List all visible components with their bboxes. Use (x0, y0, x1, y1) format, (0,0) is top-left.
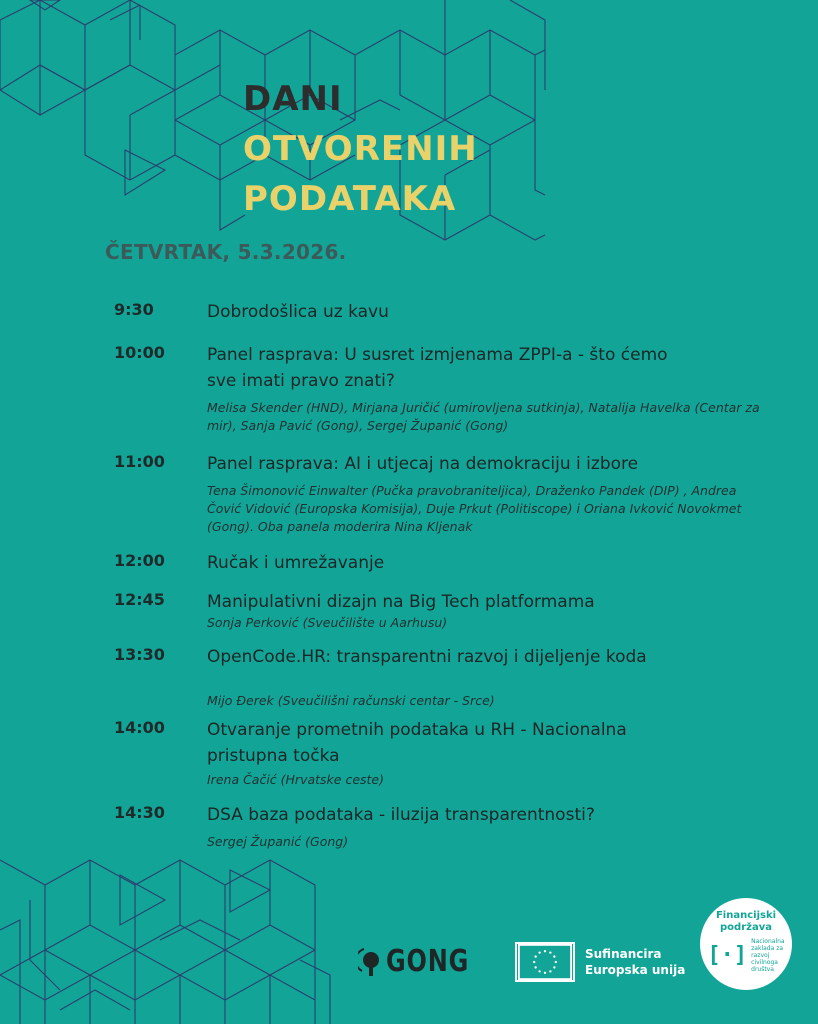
foundation-badge (700, 898, 792, 990)
schedule-time: 11:00 (114, 452, 165, 471)
title-line-2: OTVORENIH (243, 129, 478, 169)
badge-subtitle (751, 938, 784, 973)
gong-logo-icon (358, 947, 382, 977)
eu-text-line-1: Sufinancira (585, 947, 662, 961)
schedule-speakers: Irena Čačić (Hrvatske ceste) (207, 772, 384, 787)
badge-sub-line: društva (751, 966, 774, 973)
badge-logo (700, 938, 792, 973)
badge-sub-line: razvoj (751, 952, 770, 959)
gong-logo (358, 944, 490, 979)
schedule-speakers: Sergej Županić (Gong) (207, 834, 349, 849)
event-date: ČETVRTAK, 5.3.2026. (105, 240, 347, 264)
schedule-time: 9:30 (114, 300, 154, 319)
schedule-speakers: Sonja Perković (Sveučilište u Aarhusu) (207, 615, 448, 630)
schedule-title: Otvaranje prometnih podataka u RH - Nacionalna pristupna točka (207, 720, 627, 766)
schedule-time: 13:30 (114, 645, 165, 664)
schedule-time: 14:00 (114, 718, 165, 737)
schedule-time: 12:00 (114, 551, 165, 570)
schedule-title: Ručak i umrežavanje (207, 553, 385, 573)
schedule-speakers: Mijo Đerek (Sveučilišni računski centar - Srce) (207, 693, 495, 708)
schedule-speakers: Tena Šimonović Einwalter (Pučka pravobraniteljica), Draženko Pandek (DIP) , Andrea Čović Vidović (Europska Komisija), Duje Prkut (Politiscope) i Oriana Ivković Novokmet (Gong). Oba panela moderira Nina Kljenak (207, 483, 742, 534)
gong-logo-text: GONG (386, 944, 470, 979)
schedule-time: 14:30 (114, 803, 165, 822)
schedule-time: 12:45 (114, 590, 165, 609)
badge-sub-line: Nacionalna (751, 938, 785, 945)
badge-sub-line: zaklada za (751, 945, 784, 952)
badge-title: Financijski podržava (715, 910, 777, 933)
schedule-title: Panel rasprava: U susret izmjenama ZPPI-a - što ćemo sve imati pravo znati? (207, 345, 668, 391)
event-title (243, 74, 478, 224)
schedule-title: DSA baza podataka - iluzija transparentnosti? (207, 805, 595, 825)
schedule-title: Dobrodošlica uz kavu (207, 302, 389, 322)
eu-text (585, 946, 685, 978)
eu-flag-icon (515, 942, 575, 982)
schedule-title: Manipulativni dizajn na Big Tech platformama (207, 592, 595, 612)
title-line-3: PODATAKA (243, 179, 457, 219)
schedule-title: Panel rasprava: AI i utjecaj na demokraciju i izbore (207, 454, 639, 474)
eu-cofunding (515, 942, 685, 982)
schedule-speakers: Melisa Skender (HND), Mirjana Juričić (umirovljena sutkinja), Natalija Havelka (Centar za mir), Sanja Pavić (Gong), Sergej Županić (Gong) (207, 400, 760, 433)
title-line-1: DANI (243, 79, 343, 119)
schedule-time: 10:00 (114, 343, 165, 362)
bracket-logo-icon: [·] (707, 943, 748, 968)
eu-text-line-2: Europska unija (585, 963, 686, 977)
schedule-title: OpenCode.HR: transparentni razvoj i dijeljenje koda (207, 647, 647, 667)
badge-sub-line: civilnoga (751, 959, 778, 966)
